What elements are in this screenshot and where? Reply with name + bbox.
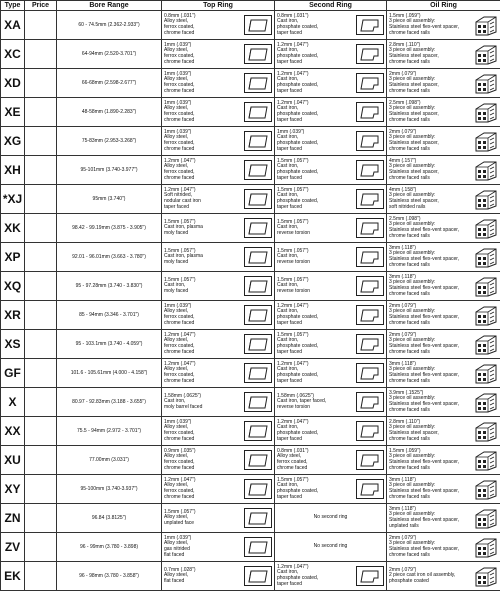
- oil-ring-text: 3mm (.118") 3 piece oil assembly: Stainless steel flex-vent spacer, chrome faced rails: [389, 244, 460, 268]
- second-ring-text: 1.5mm (.057") Cast iron, reverse torsion: [277, 247, 311, 265]
- top-ring-profile-icon: [244, 450, 272, 470]
- top-ring-text: 0.8mm (.031") Alloy steel, ferrox coated, chrome faced: [164, 12, 196, 36]
- oil-ring-text: 3mm (.118") 3 piece oil assembly: Stainless steel flex-vent spacer, chrome faced rails: [389, 273, 460, 297]
- top-ring-profile-icon: [244, 421, 272, 441]
- price-cell: [25, 301, 57, 330]
- second-ring-cell: [275, 504, 387, 533]
- second-ring-profile-icon: [356, 363, 384, 383]
- header-bore-range: Bore Range: [57, 1, 162, 11]
- second-ring-profile-icon: [356, 276, 384, 296]
- second-ring-text: 0.8mm (.031") Cast iron, phosphate coated, taper faced: [277, 12, 319, 36]
- second-ring-cell: [275, 214, 387, 243]
- bore-range-cell: 95-101mm (3.740-3.977"): [57, 156, 162, 185]
- oil-ring-text: 3mm (.118") 3 piece oil assembly: Stainless steel flex-vent spacer, unplated rails: [389, 505, 460, 529]
- table-row: [1, 11, 500, 40]
- price-cell: [25, 185, 57, 214]
- top-ring-profile-icon: [244, 73, 272, 93]
- table-row: [1, 359, 500, 388]
- top-ring-profile-icon: [244, 363, 272, 383]
- second-ring-text: 1.58mm (.0625") Cast iron, taper faced, reverse torsion: [277, 392, 327, 410]
- top-ring-text: 0.7mm (.028") Alloy steel, flat faced: [164, 566, 196, 584]
- bore-range-cell: 85 - 94mm (3.346 - 3.701"): [57, 301, 162, 330]
- type-cell: GF: [1, 359, 25, 388]
- price-cell: [25, 330, 57, 359]
- header-oil-ring: Oil Ring: [387, 1, 500, 11]
- top-ring-profile-icon: [244, 102, 272, 122]
- top-ring-text: 1.58mm (.0625") Cast iron, moly barrel faced: [164, 392, 203, 410]
- header-type: Type: [1, 1, 25, 11]
- price-cell: [25, 504, 57, 533]
- second-ring-cell: [275, 127, 387, 156]
- top-ring-cell: [162, 417, 275, 446]
- type-cell: XU: [1, 446, 25, 475]
- oil-ring-cell: [387, 504, 500, 533]
- top-ring-profile-icon: [244, 537, 272, 557]
- oil-ring-cell: [387, 446, 500, 475]
- top-ring-cell: [162, 40, 275, 69]
- top-ring-cell: [162, 504, 275, 533]
- oil-ring-cell: [387, 330, 500, 359]
- second-ring-cell: [275, 40, 387, 69]
- oil-ring-text: 2mm (.079") 3 piece oil assembly: Stainless steel spacer, chrome faced rails: [389, 128, 439, 152]
- bore-range-cell: 101.6 - 105.61mm (4.000 - 4.158"): [57, 359, 162, 388]
- oil-ring-cell: [387, 127, 500, 156]
- top-ring-profile-icon: [244, 479, 272, 499]
- no-second-ring-text: No second ring: [313, 543, 348, 550]
- top-ring-cell: [162, 185, 275, 214]
- top-ring-text: 1.5mm (.057") Cast iron, moly faced: [164, 276, 196, 294]
- type-cell: XA: [1, 11, 25, 40]
- oil-ring-text: 3.9mm (.1525") 3 piece oil assembly: Stainless steel flex-vent spacer, chrome faced rails: [389, 389, 460, 413]
- oil-ring-cell: [387, 301, 500, 330]
- oil-ring-text: 2mm (.079") 3 piece oil assembly: Stainless steel flex-vent spacer, chrome faced rails: [389, 302, 460, 326]
- table-row: [1, 330, 500, 359]
- top-ring-text: 1.5mm (.057") Cast iron, plasma moly faced: [164, 218, 203, 236]
- table-row: [1, 69, 500, 98]
- top-ring-text: 1mm (.039") Alloy steel, ferrox coated, chrome faced: [164, 128, 195, 152]
- top-ring-cell: [162, 330, 275, 359]
- table-row: [1, 156, 500, 185]
- price-cell: [25, 562, 57, 591]
- oil-ring-text: 2mm (.079") 3 piece oil assembly: Stainless steel flex-vent spacer, chrome faced rails: [389, 331, 460, 355]
- price-cell: [25, 69, 57, 98]
- top-ring-cell: [162, 475, 275, 504]
- second-ring-cell: [275, 272, 387, 301]
- second-ring-cell: [275, 98, 387, 127]
- bore-range-cell: 96.84 (3.8125"): [57, 504, 162, 533]
- type-cell: XE: [1, 98, 25, 127]
- price-cell: [25, 243, 57, 272]
- second-ring-text: 1.5mm (.057") Cast iron, phosphate coated, taper faced: [277, 157, 319, 181]
- bore-range-cell: 66-68mm (2.598-2.677"): [57, 69, 162, 98]
- second-ring-cell: [275, 330, 387, 359]
- oil-ring-text: 3mm (.118") 3 piece oil assembly: Stainless steel flex-vent spacer, chrome faced rails: [389, 476, 460, 500]
- price-cell: [25, 475, 57, 504]
- second-ring-profile-icon: [356, 15, 384, 35]
- second-ring-text: 0.8mm (.031") Alloy steel, ferrox coated, chrome faced: [277, 447, 309, 471]
- second-ring-profile-icon: [356, 131, 384, 151]
- bore-range-cell: 80.97 - 92.83mm (3.188 - 3.655"): [57, 388, 162, 417]
- table-row: [1, 185, 500, 214]
- bore-range-cell: 48-58mm (1.890-2.283"): [57, 98, 162, 127]
- second-ring-cell: [275, 185, 387, 214]
- oil-ring-text: 3mm (.118") 3 piece oil assembly: Stainless steel flex-vent spacer, chrome faced rails: [389, 360, 460, 384]
- bore-range-cell: 75-83mm (2.953-3.268"): [57, 127, 162, 156]
- second-ring-text: 1.2mm (.047") Cast iron, phosphate coated, taper faced: [277, 99, 319, 123]
- price-cell: [25, 272, 57, 301]
- table-row: [1, 504, 500, 533]
- price-cell: [25, 11, 57, 40]
- second-ring-cell: [275, 388, 387, 417]
- top-ring-profile-icon: [244, 392, 272, 412]
- price-cell: [25, 127, 57, 156]
- oil-ring-text: 2.5mm (.098") 3 piece oil assembly: Stainless steel flex-vent spacer, chrome faced rails: [389, 215, 460, 239]
- type-cell: XD: [1, 69, 25, 98]
- bore-range-cell: 75.5 - 94mm (2.972 - 3.701"): [57, 417, 162, 446]
- table-header-row: [1, 1, 500, 11]
- oil-ring-cell: [387, 272, 500, 301]
- top-ring-cell: [162, 98, 275, 127]
- bore-range-cell: 95-100mm (3.740-3.937"): [57, 475, 162, 504]
- second-ring-text: 1.2mm (.047") Cast iron, phosphate coated, taper faced: [277, 418, 319, 442]
- second-ring-cell: [275, 533, 387, 562]
- top-ring-profile-icon: [244, 508, 272, 528]
- oil-ring-cell: [387, 40, 500, 69]
- bore-range-cell: 95 - 97.28mm (3.740 - 3.830"): [57, 272, 162, 301]
- oil-ring-cell: [387, 243, 500, 272]
- second-ring-text: 1.2mm (.047") Cast iron, phosphate coated, taper faced: [277, 360, 319, 384]
- top-ring-cell: [162, 301, 275, 330]
- top-ring-text: 1.2mm (.047") Alloy steel, ferrox coated, chrome faced: [164, 157, 196, 181]
- price-cell: [25, 214, 57, 243]
- price-cell: [25, 98, 57, 127]
- second-ring-profile-icon: [356, 566, 384, 586]
- top-ring-cell: [162, 156, 275, 185]
- oil-ring-text: 4mm (.158") 3 piece oil assembly: Stainless steel spacer, soft nitrided rails: [389, 186, 439, 210]
- bore-range-cell: 96 - 99mm (3.780 - 3.898): [57, 533, 162, 562]
- oil-ring-cell: [387, 185, 500, 214]
- bore-range-cell: 95mm (3.740"): [57, 185, 162, 214]
- second-ring-cell: [275, 11, 387, 40]
- table-row: [1, 301, 500, 330]
- top-ring-profile-icon: [244, 334, 272, 354]
- second-ring-cell: [275, 69, 387, 98]
- price-cell: [25, 446, 57, 475]
- oil-ring-cell: [387, 388, 500, 417]
- header-second-ring: Second Ring: [275, 1, 387, 11]
- second-ring-text: 1.5mm (.057") Cast iron, phosphate coated, taper faced: [277, 331, 319, 355]
- price-cell: [25, 417, 57, 446]
- bore-range-cell: 98.42 - 99.19mm (3.875 - 3.905"): [57, 214, 162, 243]
- price-cell: [25, 359, 57, 388]
- top-ring-text: 1.2mm (.047") Alloy steel, ferrox coated, chrome faced: [164, 331, 196, 355]
- type-cell: XC: [1, 40, 25, 69]
- top-ring-text: 1mm (.039") Alloy steel, ferrox coated, chrome faced: [164, 70, 195, 94]
- second-ring-cell: [275, 417, 387, 446]
- second-ring-text: 1.2mm (.047") Cast iron, phosphate coated, taper faced: [277, 70, 319, 94]
- oil-ring-cell: [387, 562, 500, 591]
- type-cell: EK: [1, 562, 25, 591]
- second-ring-text: 1.5mm (.057") Cast iron, phosphate coated, taper faced: [277, 476, 319, 500]
- type-cell: XS: [1, 330, 25, 359]
- top-ring-profile-icon: [244, 15, 272, 35]
- oil-ring-text: 2mm (.079") 3 piece oil assembly: Stainless steel spacer, chrome faced rails: [389, 70, 439, 94]
- type-cell: *XJ: [1, 185, 25, 214]
- top-ring-text: 1.5mm (.057") Alloy steel, unplated face: [164, 508, 196, 526]
- oil-ring-text: 1.5mm (.059") 3 piece oil assembly: Stainless steel flex-vent spacer, chrome faced rails: [389, 12, 460, 36]
- oil-ring-cell: [387, 69, 500, 98]
- second-ring-cell: [275, 359, 387, 388]
- table-row: [1, 475, 500, 504]
- second-ring-cell: [275, 243, 387, 272]
- type-cell: XR: [1, 301, 25, 330]
- top-ring-profile-icon: [244, 305, 272, 325]
- top-ring-text: 1mm (.039") Alloy steel, ferrox coated, chrome faced: [164, 418, 195, 442]
- second-ring-cell: [275, 446, 387, 475]
- top-ring-cell: [162, 533, 275, 562]
- type-cell: XY: [1, 475, 25, 504]
- no-second-ring-text: No second ring: [313, 514, 348, 521]
- price-cell: [25, 156, 57, 185]
- top-ring-cell: [162, 214, 275, 243]
- bore-range-cell: 96 - 98mm (3.780 - 3.858"): [57, 562, 162, 591]
- second-ring-profile-icon: [356, 305, 384, 325]
- oil-ring-cell: [387, 359, 500, 388]
- top-ring-cell: [162, 272, 275, 301]
- table-row: [1, 388, 500, 417]
- second-ring-cell: [275, 475, 387, 504]
- second-ring-profile-icon: [356, 218, 384, 238]
- top-ring-cell: [162, 446, 275, 475]
- second-ring-profile-icon: [356, 189, 384, 209]
- top-ring-profile-icon: [244, 247, 272, 267]
- table-row: [1, 127, 500, 156]
- top-ring-cell: [162, 11, 275, 40]
- oil-ring-text: 2mm (.079") 3 piece oil assembly: Stainless steel flex-vent spacer, chrome faced rails: [389, 534, 460, 558]
- oil-ring-cell: [387, 156, 500, 185]
- type-cell: XX: [1, 417, 25, 446]
- oil-ring-text: 2.8mm (.110") 3 piece oil assembly: Stainless steel spacer, chrome faced rails: [389, 418, 439, 442]
- second-ring-cell: [275, 562, 387, 591]
- second-ring-profile-icon: [356, 247, 384, 267]
- second-ring-text: 1.2mm (.047") Cast iron, phosphate coated, taper faced: [277, 563, 319, 587]
- bore-range-cell: 64-94mm (2.520-3.701"): [57, 40, 162, 69]
- second-ring-text: 1.5mm (.057") Cast iron, reverse torsion: [277, 276, 311, 294]
- table-row: [1, 243, 500, 272]
- top-ring-profile-icon: [244, 189, 272, 209]
- type-cell: XK: [1, 214, 25, 243]
- table-row: [1, 272, 500, 301]
- price-cell: [25, 533, 57, 562]
- second-ring-profile-icon: [356, 421, 384, 441]
- second-ring-text: 1.5mm (.057") Cast iron, phosphate coated, taper faced: [277, 186, 319, 210]
- type-cell: ZN: [1, 504, 25, 533]
- bore-range-cell: 77.00mm (3.031"): [57, 446, 162, 475]
- second-ring-profile-icon: [356, 73, 384, 93]
- oil-ring-cell: [387, 475, 500, 504]
- top-ring-cell: [162, 127, 275, 156]
- oil-ring-text: 2.8mm (.110") 3 piece oil assembly: Stainless steel spacer, chrome faced rails: [389, 41, 439, 65]
- second-ring-profile-icon: [356, 102, 384, 122]
- top-ring-profile-icon: [244, 44, 272, 64]
- second-ring-profile-icon: [356, 479, 384, 499]
- bore-range-cell: 95 - 103.1mm (3.740 - 4.059"): [57, 330, 162, 359]
- table-row: [1, 417, 500, 446]
- second-ring-cell: [275, 301, 387, 330]
- oil-ring-text: 4mm (.157") 3 piece oil assembly: Stainless steel spacer, chrome faced rails: [389, 157, 439, 181]
- second-ring-text: 1mm (.039") Cast iron, phosphate coated, taper faced: [277, 128, 319, 152]
- type-cell: XP: [1, 243, 25, 272]
- type-cell: ZV: [1, 533, 25, 562]
- type-cell: XQ: [1, 272, 25, 301]
- second-ring-profile-icon: [356, 392, 384, 412]
- top-ring-profile-icon: [244, 276, 272, 296]
- top-ring-text: 1.5mm (.057") Cast iron, plasma moly faced: [164, 247, 203, 265]
- bore-range-cell: 92.01 - 96.01mm (3.663 - 3.780"): [57, 243, 162, 272]
- top-ring-text: 1.2mm (.047") Alloy steel, ferrox coated, chrome faced: [164, 476, 196, 500]
- bore-range-cell: 60 - 74.5mm (2.362-2.933"): [57, 11, 162, 40]
- oil-ring-cell: [387, 214, 500, 243]
- second-ring-text: 1.2mm (.047") Cast iron, phosphate coated, taper faced: [277, 41, 319, 65]
- top-ring-cell: [162, 562, 275, 591]
- top-ring-cell: [162, 359, 275, 388]
- second-ring-text: 1.2mm (.047") Cast iron, phosphate coated, taper faced: [277, 302, 319, 326]
- oil-ring-cell: [387, 533, 500, 562]
- price-cell: [25, 40, 57, 69]
- top-ring-profile-icon: [244, 131, 272, 151]
- top-ring-cell: [162, 388, 275, 417]
- table-row: [1, 214, 500, 243]
- table-row: [1, 446, 500, 475]
- top-ring-text: 1mm (.039") Alloy steel, gas nitrided flat faced: [164, 534, 192, 558]
- oil-ring-text: 2.5mm (.098") 3 piece oil assembly: Stainless steel spacer, chrome faced rails: [389, 99, 439, 123]
- header-top-ring: Top Ring: [162, 1, 275, 11]
- second-ring-profile-icon: [356, 160, 384, 180]
- top-ring-text: 1mm (.039") Alloy steel, ferrox coated, chrome faced: [164, 41, 195, 65]
- second-ring-text: 1.5mm (.057") Cast iron, reverse torsion: [277, 218, 311, 236]
- oil-ring-text: 2mm (.079") 2 piece cast iron oil assembly, phosphate coated: [389, 566, 456, 584]
- top-ring-text: 1mm (.039") Alloy steel, ferrox coated, chrome faced: [164, 99, 195, 123]
- oil-ring-cell: [387, 417, 500, 446]
- header-price: Price: [25, 1, 57, 11]
- top-ring-text: 1.2mm (.047") Soft nitrided, nodular cast iron taper faced: [164, 186, 201, 210]
- price-cell: [25, 388, 57, 417]
- second-ring-cell: [275, 156, 387, 185]
- oil-ring-cell: [387, 98, 500, 127]
- top-ring-profile-icon: [244, 160, 272, 180]
- top-ring-text: 1mm (.039") Alloy steel, ferrox coated, chrome faced: [164, 302, 195, 326]
- second-ring-profile-icon: [356, 450, 384, 470]
- second-ring-profile-icon: [356, 44, 384, 64]
- top-ring-cell: [162, 69, 275, 98]
- oil-ring-text: 1.5mm (.059") 3 piece oil assembly: Stainless steel flex-vent spacer, chrome faced rails: [389, 447, 460, 471]
- type-cell: X: [1, 388, 25, 417]
- top-ring-profile-icon: [244, 566, 272, 586]
- top-ring-profile-icon: [244, 218, 272, 238]
- table-row: [1, 562, 500, 591]
- type-cell: XH: [1, 156, 25, 185]
- table-row: [1, 533, 500, 562]
- table-row: [1, 98, 500, 127]
- second-ring-profile-icon: [356, 334, 384, 354]
- type-cell: XG: [1, 127, 25, 156]
- top-ring-text: 0.9mm (.035") Alloy steel, ferrox coated, chrome faced: [164, 447, 196, 471]
- top-ring-text: 1.2mm (.047") Alloy steel, ferrox coated, chrome faced: [164, 360, 196, 384]
- top-ring-cell: [162, 243, 275, 272]
- oil-ring-cell: [387, 11, 500, 40]
- table-row: [1, 40, 500, 69]
